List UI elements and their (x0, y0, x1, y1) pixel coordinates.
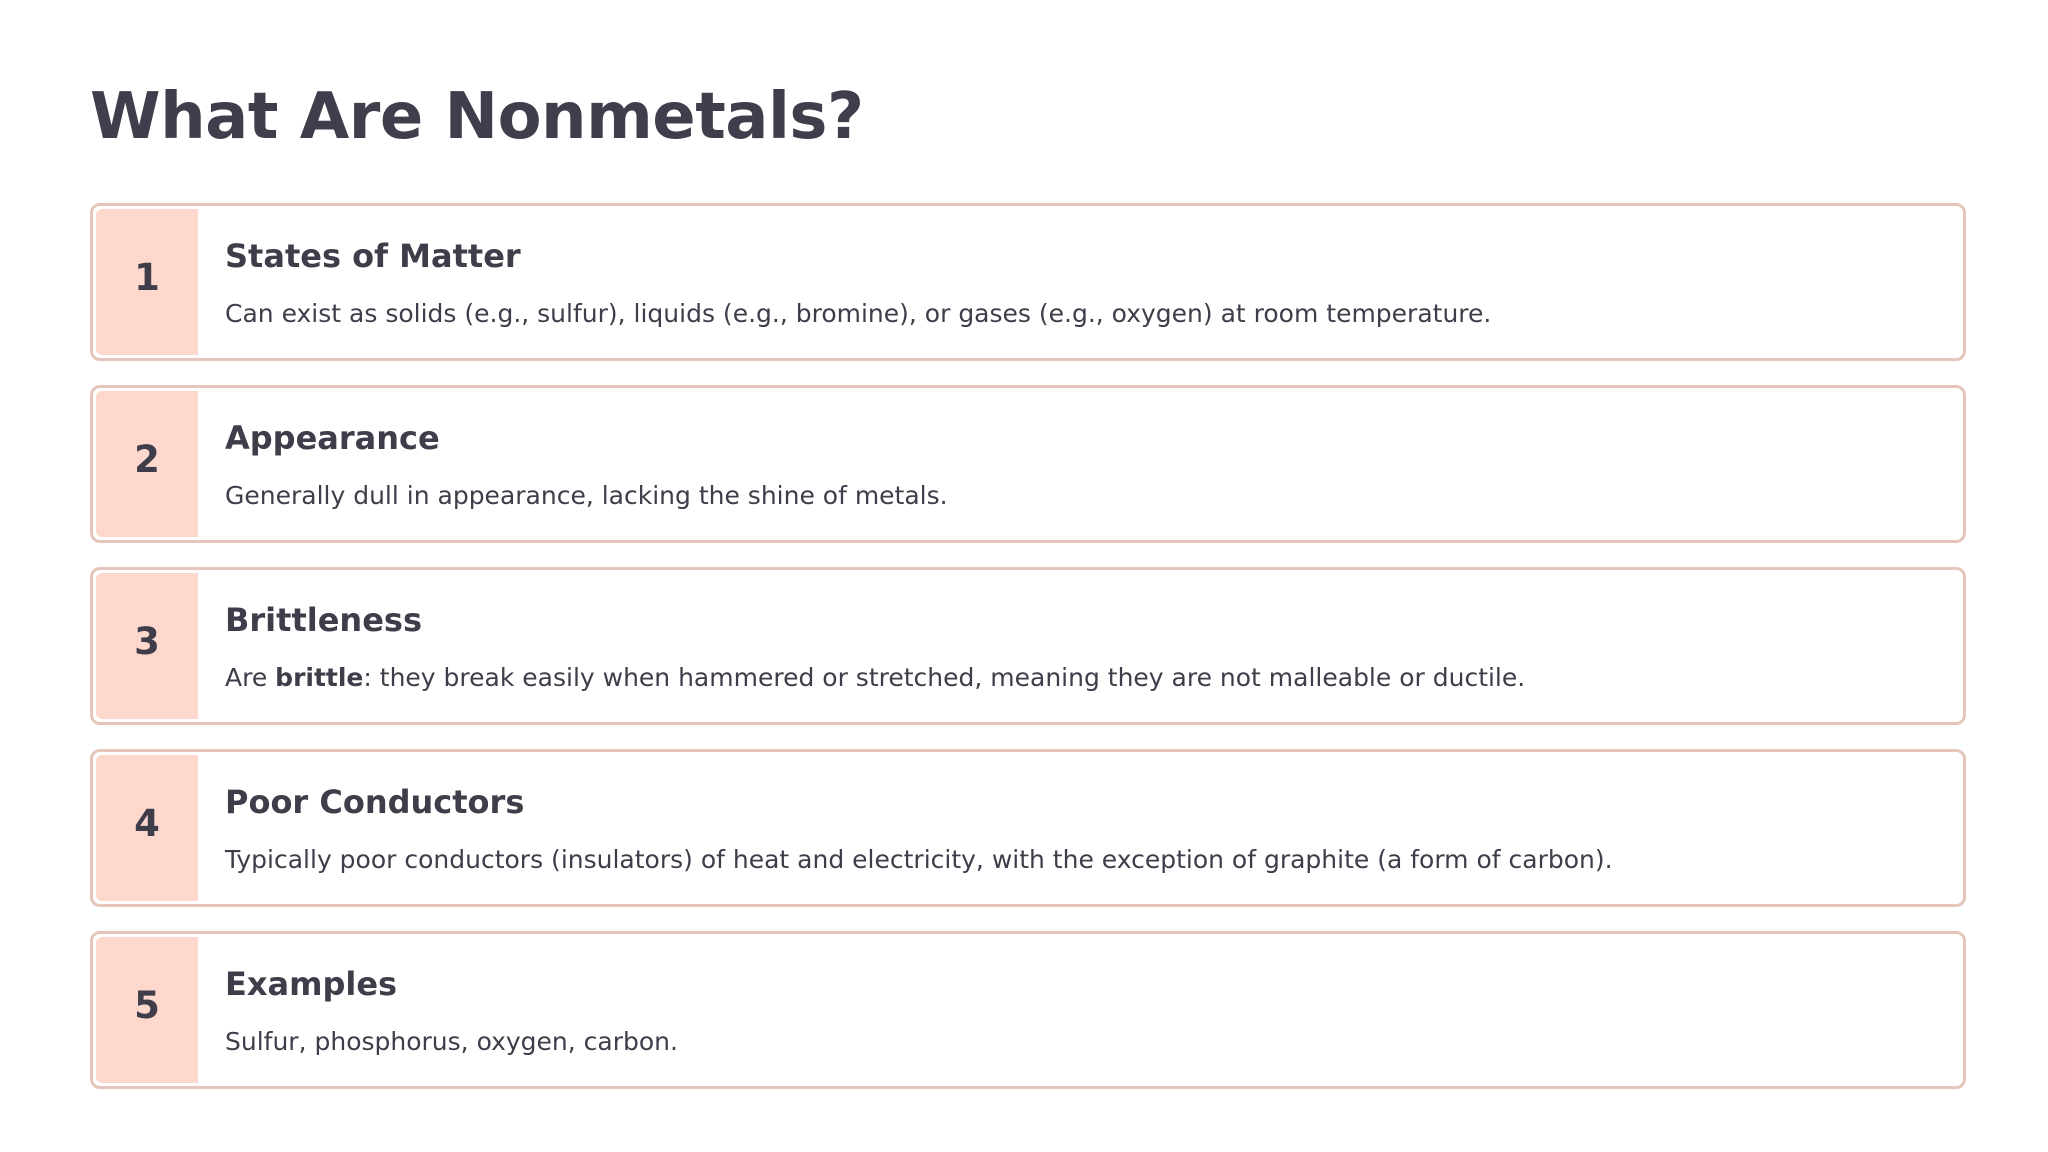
card-body (225, 780, 1933, 878)
item-heading: Examples (225, 965, 398, 1003)
item-description: Typically poor conductors (insulators) of heat and electricity, with the exception of graphite (a form of carbon). (225, 845, 1613, 874)
page-title: What Are Nonmetals? (90, 80, 864, 154)
item-heading: Appearance (225, 419, 440, 457)
card-body (225, 598, 1933, 696)
item-description-emphasis: brittle (275, 663, 364, 692)
item-description: Sulfur, phosphorus, oxygen, carbon. (225, 1027, 678, 1056)
number-badge (96, 937, 198, 1083)
item-heading: Brittleness (225, 601, 422, 639)
item-number: 5 (134, 984, 160, 1027)
card-body (225, 962, 1933, 1060)
card-body (225, 234, 1933, 332)
item-number: 1 (134, 256, 160, 299)
item-description-suffix: : they break easily when hammered or stretched, meaning they are not malleable or ductile. (363, 663, 1526, 692)
item-description-prefix: Are (225, 663, 276, 692)
item-description: Generally dull in appearance, lacking the shine of metals. (225, 481, 948, 510)
item-heading: Poor Conductors (225, 783, 525, 821)
item-number: 3 (134, 620, 160, 663)
list-item (90, 931, 1966, 1089)
number-badge (96, 391, 198, 537)
list-item (90, 749, 1966, 907)
card-list (90, 203, 1966, 1113)
number-badge (96, 573, 198, 719)
card-body (225, 416, 1933, 514)
list-item (90, 203, 1966, 361)
list-item (90, 385, 1966, 543)
item-number: 2 (134, 438, 160, 481)
number-badge (96, 209, 198, 355)
list-item (90, 567, 1966, 725)
item-description (225, 660, 1933, 696)
item-number: 4 (134, 802, 160, 845)
item-heading: States of Matter (225, 237, 521, 275)
number-badge (96, 755, 198, 901)
item-description: Can exist as solids (e.g., sulfur), liquids (e.g., bromine), or gases (e.g., oxygen) at room temperature. (225, 299, 1492, 328)
